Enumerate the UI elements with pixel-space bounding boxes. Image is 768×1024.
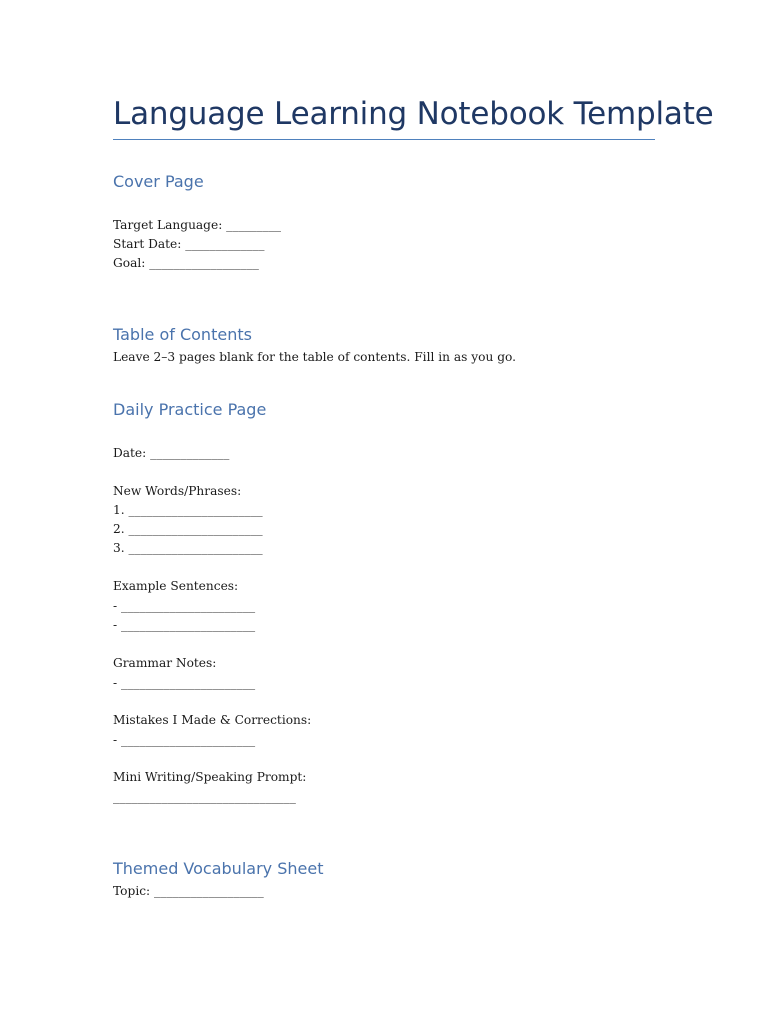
cover-page-heading: Cover Page — [113, 172, 204, 191]
example-sentences-label: Example Sentences: — [113, 579, 239, 593]
topic-line: Topic: __________________ — [113, 884, 264, 898]
new-word-line-3: 3. ______________________ — [113, 541, 263, 555]
document-page — [113, 0, 714, 1024]
grammar-note-line-1: - ______________________ — [113, 676, 256, 690]
new-words-label: New Words/Phrases: — [113, 484, 242, 498]
toc-instructions: Leave 2–3 pages blank for the table of contents. Fill in as you go. — [113, 350, 517, 364]
mistake-line-1: - ______________________ — [113, 733, 256, 747]
start-date-line: Start Date: _____________ — [113, 237, 265, 251]
daily-date-line: Date: _____________ — [113, 446, 230, 460]
prompt-label: Mini Writing/Speaking Prompt: — [113, 770, 307, 784]
document-title: Language Learning Notebook Template — [113, 96, 714, 132]
mistakes-label: Mistakes I Made & Corrections: — [113, 713, 312, 727]
target-language-line: Target Language: _________ — [113, 218, 282, 232]
new-word-line-1: 1. ______________________ — [113, 503, 263, 517]
prompt-answer-line: ______________________________ — [113, 790, 296, 804]
goal-line: Goal: __________________ — [113, 256, 259, 270]
daily-practice-heading: Daily Practice Page — [113, 400, 267, 419]
new-word-line-2: 2. ______________________ — [113, 522, 263, 536]
example-sentence-line-1: - ______________________ — [113, 599, 256, 613]
table-of-contents-heading: Table of Contents — [113, 325, 252, 344]
themed-vocabulary-heading: Themed Vocabulary Sheet — [113, 859, 324, 878]
grammar-notes-label: Grammar Notes: — [113, 656, 217, 670]
example-sentence-line-2: - ______________________ — [113, 618, 256, 632]
title-underline — [113, 139, 655, 140]
